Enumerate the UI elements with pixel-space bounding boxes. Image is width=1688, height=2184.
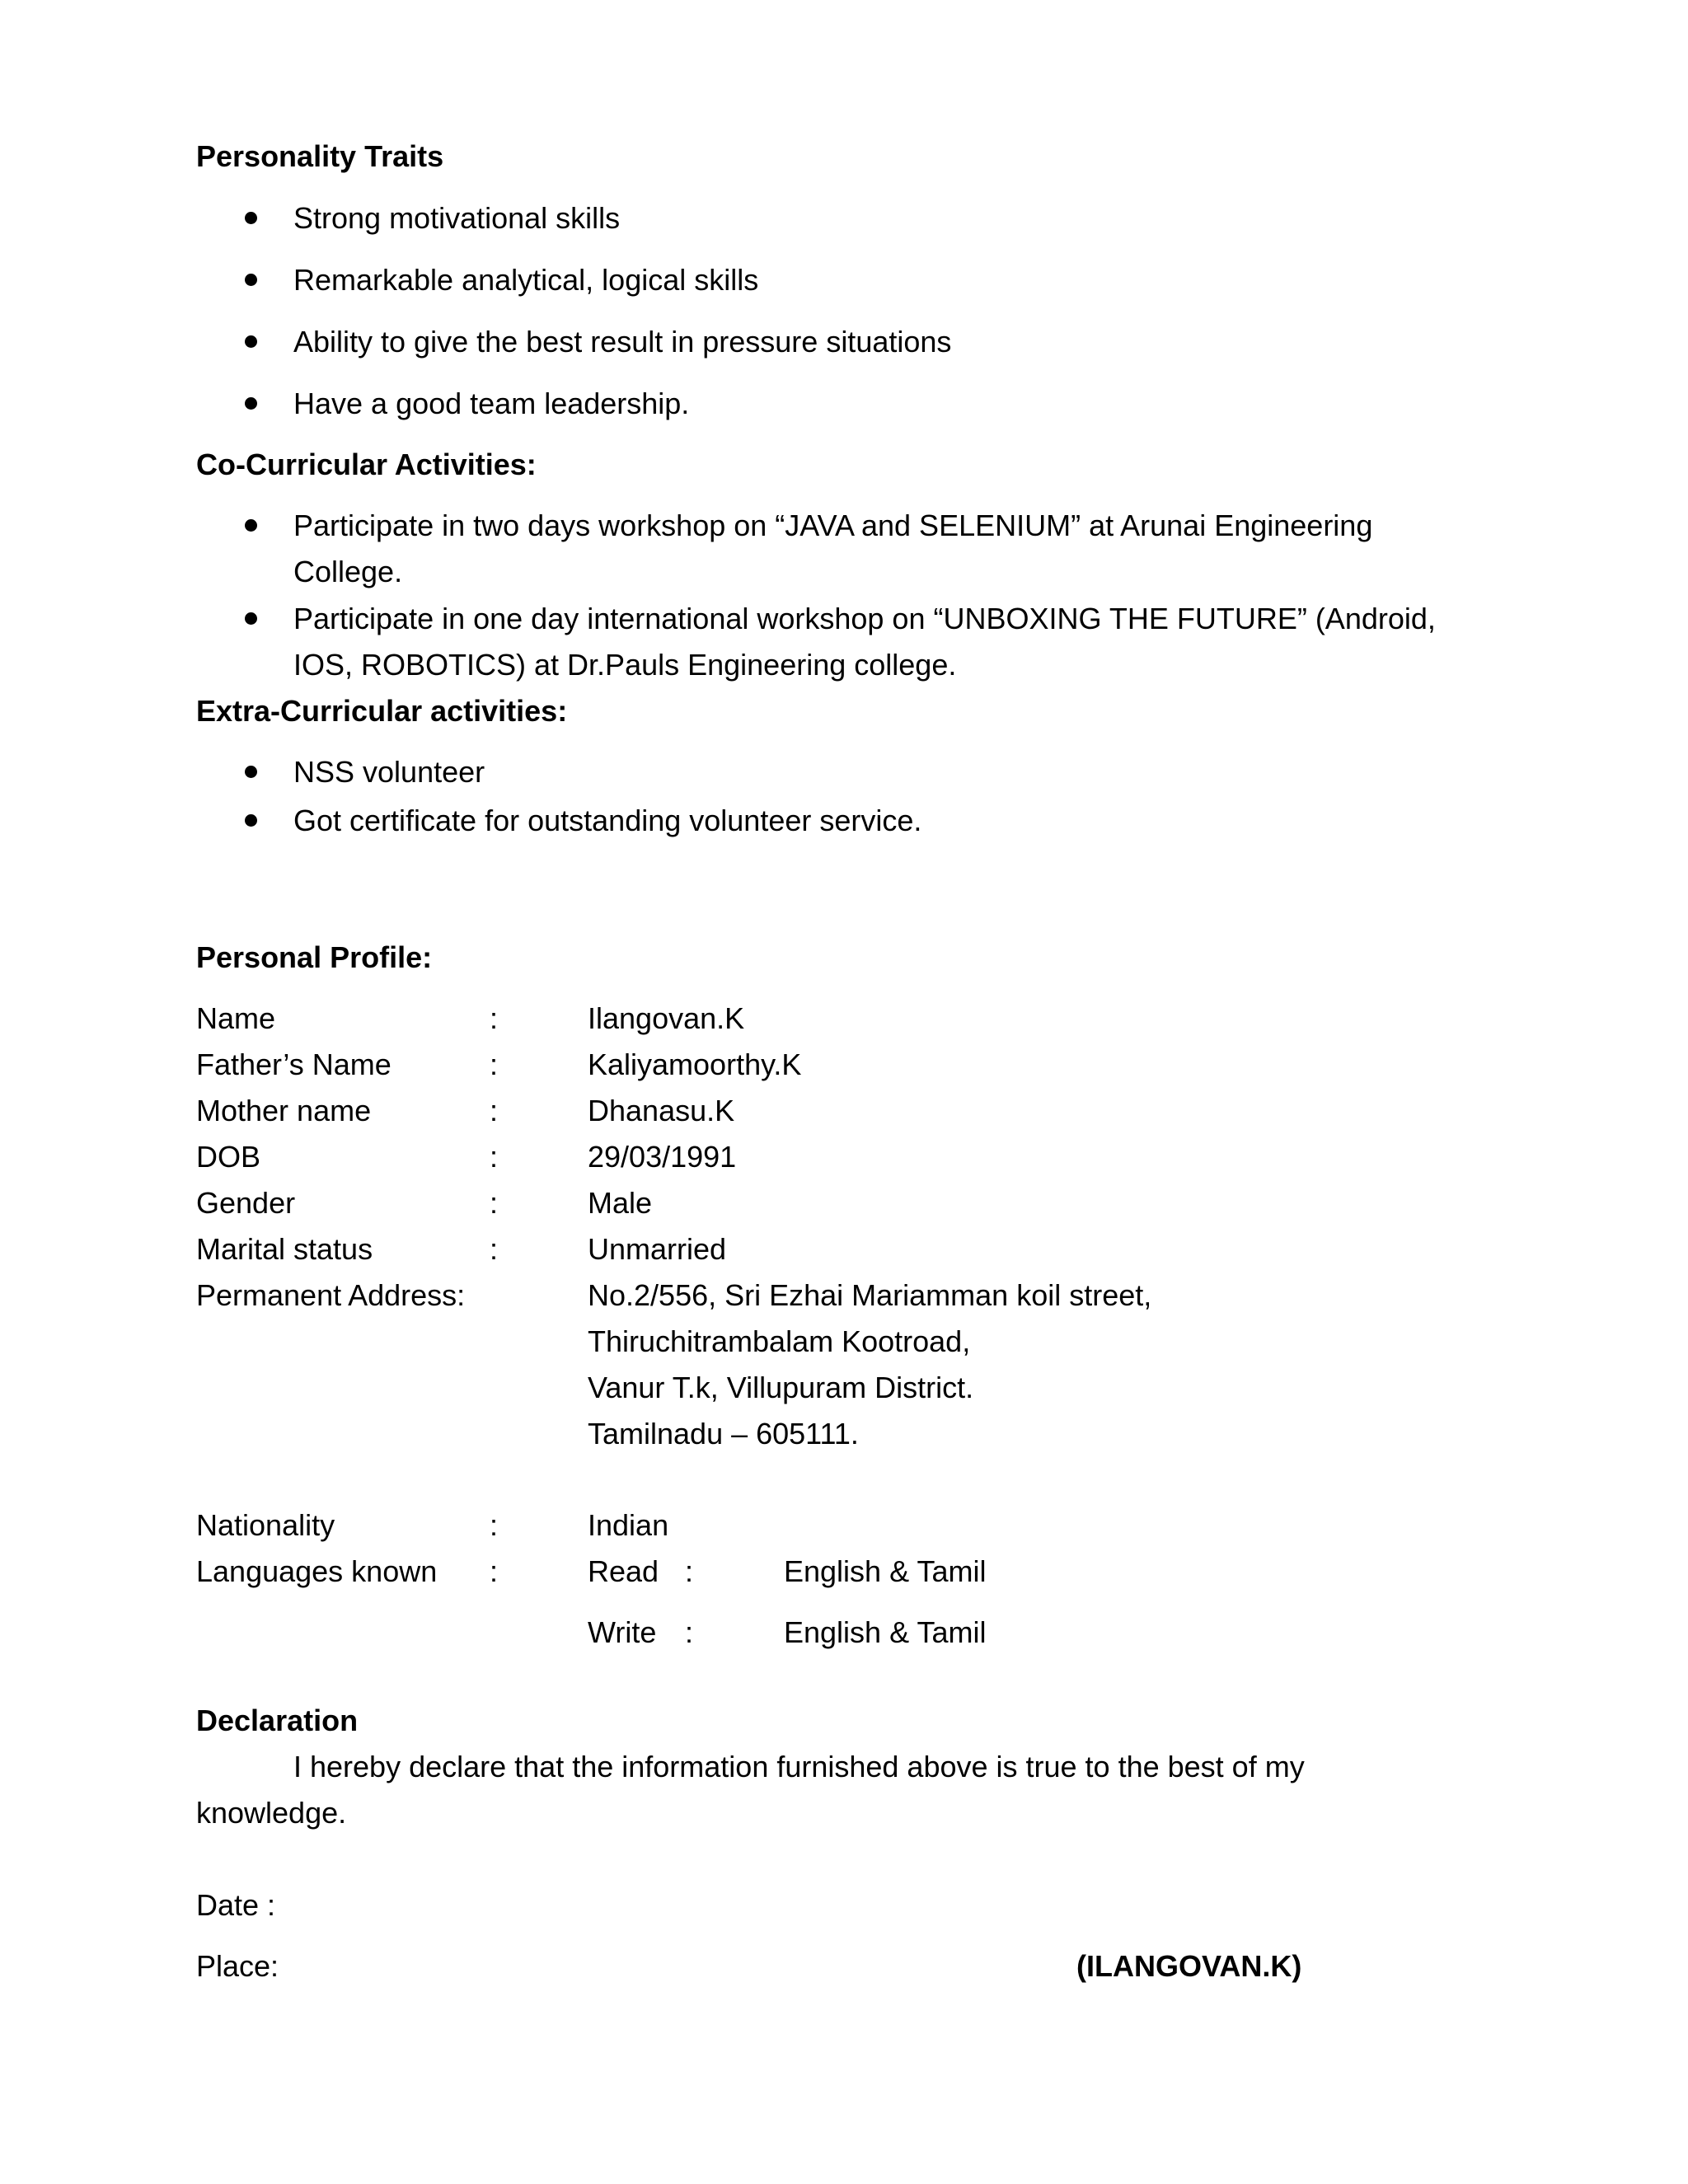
profile-separator: : [490, 1047, 499, 1081]
declaration-text-line: I hereby declare that the information furnished above is true to the best of my [293, 1750, 1305, 1783]
profile-separator: : [490, 1140, 499, 1174]
co-curricular-heading: Co-Curricular Activities: [196, 448, 537, 481]
personal-profile-heading: Personal Profile: [196, 940, 433, 974]
profile-separator: : [490, 1001, 499, 1035]
profile-value-name: Ilangovan.K [588, 1001, 745, 1035]
profile-label-nationality: Nationality [196, 1508, 335, 1542]
bullet-icon [245, 212, 257, 224]
bullet-icon [245, 335, 257, 348]
co-curricular-item-line: College. [293, 555, 403, 588]
extra-curricular-item: NSS volunteer [293, 755, 485, 789]
profile-value-mother: Dhanasu.K [588, 1094, 735, 1127]
trait-item: Have a good team leadership. [293, 387, 690, 420]
declaration-heading: Declaration [196, 1704, 359, 1737]
signature-name: (ILANGOVAN.K) [1076, 1949, 1302, 1983]
profile-label-name: Name [196, 1001, 276, 1035]
profile-value-father: Kaliyamoorthy.K [588, 1047, 802, 1081]
extra-curricular-heading: Extra-Curricular activities: [196, 694, 568, 728]
profile-separator: : [490, 1554, 499, 1588]
bullet-icon [245, 519, 257, 532]
profile-label-marital: Marital status [196, 1232, 373, 1266]
co-curricular-item-line: IOS, ROBOTICS) at Dr.Pauls Engineering college. [293, 648, 957, 682]
extra-curricular-item: Got certificate for outstanding volunteer service. [293, 804, 922, 837]
personality-traits-heading: Personality Traits [196, 139, 444, 173]
profile-separator: : [490, 1094, 499, 1127]
profile-value-dob: 29/03/1991 [588, 1140, 737, 1174]
language-separator: : [685, 1554, 694, 1588]
profile-label-dob: DOB [196, 1140, 261, 1174]
bullet-icon [245, 814, 257, 827]
co-curricular-item-line: Participate in two days workshop on “JAVA and SELENIUM” at Arunai Engineering [293, 509, 1373, 542]
address-line: Thiruchitrambalam Kootroad, [588, 1324, 971, 1358]
profile-value-marital: Unmarried [588, 1232, 727, 1266]
trait-item: Strong motivational skills [293, 201, 621, 235]
trait-item: Ability to give the best result in pressure situations [293, 325, 952, 359]
address-line: Tamilnadu – 605111. [588, 1417, 859, 1451]
profile-value-gender: Male [588, 1186, 653, 1220]
profile-label-address: Permanent Address: [196, 1278, 466, 1312]
co-curricular-item-line: Participate in one day international workshop on “UNBOXING THE FUTURE” (Android, [293, 602, 1436, 635]
bullet-icon [245, 612, 257, 625]
profile-separator: : [490, 1508, 499, 1542]
declaration-text-line: knowledge. [196, 1796, 347, 1830]
language-separator: : [685, 1615, 694, 1649]
bullet-icon [245, 274, 257, 286]
language-read-label: Read [588, 1554, 659, 1588]
language-write-label: Write [588, 1615, 657, 1649]
profile-separator: : [490, 1232, 499, 1266]
profile-label-father: Father’s Name [196, 1047, 392, 1081]
place-label: Place: [196, 1949, 279, 1983]
bullet-icon [245, 766, 257, 778]
profile-separator: : [490, 1186, 499, 1220]
profile-label-languages: Languages known [196, 1554, 438, 1588]
date-label: Date : [196, 1888, 276, 1922]
profile-label-gender: Gender [196, 1186, 296, 1220]
language-write-value: English & Tamil [784, 1615, 987, 1649]
trait-item: Remarkable analytical, logical skills [293, 263, 759, 297]
address-line: Vanur T.k, Villupuram District. [588, 1371, 974, 1404]
bullet-icon [245, 397, 257, 410]
profile-value-nationality: Indian [588, 1508, 669, 1542]
language-read-value: English & Tamil [784, 1554, 987, 1588]
profile-label-mother: Mother name [196, 1094, 372, 1127]
address-line: No.2/556, Sri Ezhai Mariamman koil street, [588, 1278, 1152, 1312]
